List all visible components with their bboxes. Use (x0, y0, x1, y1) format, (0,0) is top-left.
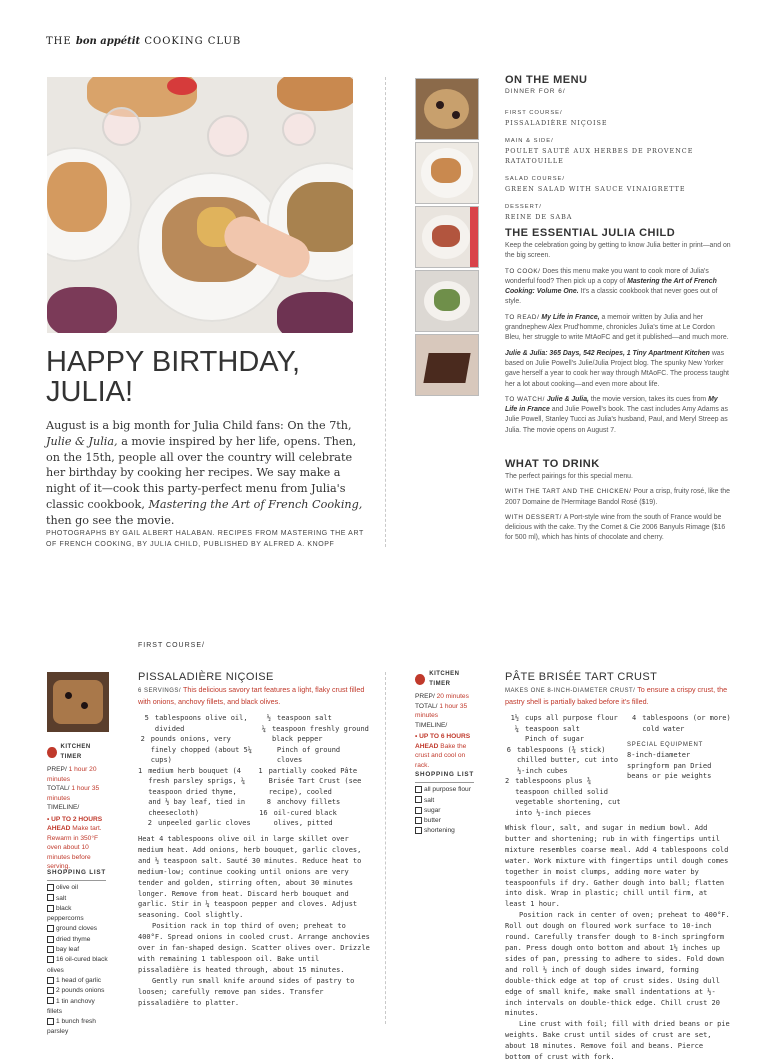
prep-label: PREP/ (415, 693, 435, 700)
shopping-item-label: ground cloves (56, 925, 98, 933)
ingredients-left (138, 713, 253, 829)
ingredient-text: tablespoons (¾ stick) chilled butter, cut into ½-inch cubes (516, 745, 619, 775)
ahead-bold: • UP TO 6 HOURS AHEAD (415, 733, 471, 750)
watch-book: My Life in France (505, 395, 718, 414)
shopping-item-label: salt (56, 894, 67, 902)
read2-text: was based on Julie Powell's Julie/Julia Project blog. The spunky New Yorker gave herself a year to cook her way through MtAoFC. The process taught her a lot about cooking—and even more about life. (505, 349, 729, 388)
intro-paragraph (46, 418, 364, 529)
ingredient-qty: ¼ (514, 724, 519, 733)
prep-value: 20 minutes (436, 693, 469, 700)
timeline-label: TIMELINE/ (415, 721, 448, 729)
ingredient-row (138, 818, 253, 829)
shopping-item[interactable] (47, 904, 109, 925)
shopping-item[interactable] (47, 955, 109, 976)
pissaladiere-method (138, 834, 370, 1009)
shopping-item-label: 16 oil-cured black olives (47, 956, 108, 974)
drink-tart-text: Pour a crisp, fruity rosé, like the 2007 Domaine de l'Hermitage Bandol Rosé ($19). (505, 488, 730, 506)
intro-book: Mastering the Art of French Cooking, (148, 497, 363, 511)
shopping-item-label: black peppercorns (47, 904, 84, 923)
menu-dinner-for: DINNER FOR 6/ (505, 88, 566, 95)
course-dish: REINE DE SABA (505, 213, 573, 221)
equipment-label: SPECIAL EQUIPMENT (627, 742, 704, 748)
thumb-salad (415, 270, 479, 332)
intro-film: Julie & Julia, (46, 434, 118, 448)
course-dish: POULET SAUTÉ AUX HERBES DE PROVENCE (505, 147, 694, 155)
total-value: 1 hour 35 minutes (415, 702, 468, 719)
prep-value: 1 hour 20 minutes (47, 766, 97, 783)
total-value: 1 hour 35 minutes (47, 785, 100, 802)
checkbox-icon[interactable] (47, 956, 54, 963)
course-label: DESSERT/ (505, 204, 542, 210)
intro-text-1: August is a big month for Julia Child fans: On the 7th, (46, 419, 352, 432)
ingredient-text: teaspoon freshly ground black pepper (271, 724, 369, 743)
ingredient-qty (505, 734, 519, 745)
thumb-chicken (415, 142, 479, 204)
shopping-item-label: bay leaf (56, 946, 80, 954)
shopping-item[interactable] (415, 796, 479, 806)
cook-book: Mastering the Art of French Cooking: Volume One. (505, 277, 717, 296)
thumb-ratatouille (415, 206, 479, 268)
menu-course-3 (505, 174, 731, 194)
shopping-item[interactable] (415, 806, 479, 816)
checkbox-icon[interactable] (415, 786, 422, 793)
checkbox-icon[interactable] (415, 817, 422, 824)
ingredient-row (257, 766, 369, 798)
shopping-item-label: 2 pounds onions (56, 987, 105, 995)
ingredient-text: teaspoon salt (277, 714, 332, 722)
first-course-label: FIRST COURSE/ (138, 642, 205, 649)
ingredients (505, 713, 731, 818)
drink-intro: The perfect pairings for this special menu. (505, 473, 633, 480)
essential-intro: Keep the celebration going by getting to know Julia better in print—and on the big screen. (505, 242, 731, 260)
column-divider (385, 77, 386, 547)
header-brand: bon appétit (75, 36, 141, 47)
pissaladiere-shopping (47, 868, 109, 1038)
ingredient-qty: 1 (258, 766, 263, 775)
watch-text-2: and Julie Powell's book. The cast includes Amy Adams as Julie Powell, Stanley Tucci as Julia's husband, Paul, and Meryl Streep as Julia. The movie opens on August 7. (505, 406, 728, 434)
ingredient-qty: 4 (632, 714, 637, 722)
equipment-text: 8-inch-diameter springform pan Dried beans or pie weights (627, 751, 712, 780)
checkbox-icon[interactable] (47, 905, 54, 912)
shopping-item-label: olive oil (56, 884, 78, 892)
method-step-3: Gently run small knife around sides of pastry to loosen; carefully remove pan sides. Transfer pissaladière to platter. (138, 976, 355, 1007)
total-label: TOTAL/ (415, 702, 438, 710)
total-label: TOTAL/ (47, 785, 70, 792)
ingredient-text: tablespoons olive oil, divided (154, 714, 248, 733)
checkbox-icon[interactable] (47, 977, 54, 984)
ingredient-text: pounds onions, very finely chopped (about 5¼ cups) (150, 735, 252, 764)
cook-text: Does this menu make you want to cook more of Julia's wonderful food? Then pick up a copy of (505, 267, 709, 285)
ingredient-text: teaspoon salt (525, 724, 580, 733)
checkbox-icon[interactable] (47, 894, 54, 901)
hero-photo (47, 77, 353, 333)
checkbox-icon[interactable] (47, 925, 54, 932)
shopping-heading: SHOPPING LIST (47, 868, 106, 881)
shopping-item[interactable] (47, 1017, 109, 1038)
ingredient-qty: ¼ (261, 724, 266, 733)
timer-label: KITCHEN TIMER (429, 671, 460, 687)
essential-read-2 (505, 349, 731, 390)
ingredient-row (138, 713, 253, 734)
essential-watch (505, 395, 731, 436)
ingredient-text: partially cooked Pâte Brisée Tart Crust (see recipe), cooled (268, 766, 362, 796)
ingredient-qty: 2 (140, 735, 145, 743)
pissaladiere-photo (47, 672, 109, 732)
header-prefix: THE (46, 36, 72, 47)
magazine-header (46, 36, 241, 47)
ingredient-qty: 2 (147, 819, 152, 827)
menu-heading: ON THE MENU (505, 74, 588, 86)
ingredient-row (138, 766, 253, 819)
read-book: My Life in France, (541, 313, 600, 321)
drink-heading: WHAT TO DRINK (505, 458, 600, 470)
essential-cook (505, 267, 731, 308)
ingredient-row (627, 713, 731, 734)
shopping-item[interactable] (415, 816, 479, 826)
pate-recipe (505, 671, 731, 818)
menu-course-4 (505, 202, 731, 222)
ingredient-qty (257, 745, 271, 766)
shopping-item[interactable] (47, 883, 109, 893)
method-step-1: Heat 4 tablespoons olive oil in large skillet over medium heat. Add onions, herb bouquet, garlic cloves, and ½ teaspoon salt. Sauté 30 minutes. Reduce heat to medium-low; continue cooking until onions are very tender and golden, stirring often, about 30 minutes longer. Remove from heat. Discard herb bouquet and garlic. Stir in ¼ teaspoon pepper and cloves. Adjust seasoning. Cool slightly. (138, 835, 362, 920)
cook-label: TO COOK/ (505, 267, 541, 275)
shopping-list (47, 883, 109, 1037)
recipe-yield: MAKES ONE 8-INCH-DIAMETER CRUST/ (505, 688, 636, 694)
ingredients-left (505, 713, 623, 818)
ingredient-text: Pinch of sugar (525, 735, 585, 743)
pate-timer (415, 670, 479, 770)
intro-text-2: a movie inspired by her life, opens. Then, on the 15th, people all over the country will celebrate her birthday by cooking her recipes. We say make a night of it—cook this party-perfect menu from Julia's classic cookbook, (46, 434, 357, 511)
on-the-menu (505, 74, 731, 222)
checkbox-icon[interactable] (47, 936, 54, 943)
pissaladiere-timer (47, 743, 107, 872)
ingredient-qty: ½ (266, 714, 271, 722)
intro-text-3: then go see the movie. (46, 513, 175, 527)
ingredient-text: anchovy fillets (277, 798, 341, 806)
column-divider-2 (385, 672, 386, 1024)
ingredient-qty: 6 (506, 745, 511, 754)
essential-read (505, 313, 731, 344)
watch-text-1: the movie version, takes its cues from (590, 395, 707, 403)
timer-icon (415, 674, 425, 685)
ingredient-qty: 1 (138, 766, 143, 775)
cook-tail: It's a classic cookbook that never goes out of style. (505, 288, 718, 306)
thumb-cake (415, 334, 479, 396)
timeline-label: TIMELINE/ (47, 804, 80, 811)
course-label: SALAD COURSE/ (505, 176, 566, 182)
shopping-item[interactable] (47, 986, 109, 996)
timer-icon (47, 747, 57, 758)
shopping-item[interactable] (47, 894, 109, 904)
shopping-item-label: 1 tin anchovy fillets (47, 997, 95, 1015)
checkbox-icon[interactable] (415, 807, 422, 814)
method-step-3: Line crust with foil; fill with dried beans or pie weights. Bake crust until sides of crust are set, about 18 minutes. Remove foil and beans. Pierce bottom of crust with fork. (505, 1020, 730, 1062)
ingredient-qty: 8 (266, 798, 271, 806)
photo-credits: PHOTOGRAPHS BY GAIL ALBERT HALABAN. RECIPES FROM MASTERING THE ART OF FRENCH COOKING, BY JULIA CHILD, PUBLISHED BY ALFRED A. KNOPF (46, 530, 364, 548)
ingredient-row (505, 734, 623, 745)
title-line-2: JULIA! (46, 376, 134, 408)
timer-label: KITCHEN TIMER (60, 744, 91, 760)
ingredients-right-col (627, 713, 731, 818)
ingredient-row (138, 734, 253, 766)
checkbox-icon[interactable] (47, 884, 54, 891)
shopping-item[interactable] (415, 785, 479, 795)
ingredient-row (257, 724, 369, 745)
recipe-servings: 6 SERVINGS/ (138, 688, 182, 694)
shopping-item-label: butter (424, 817, 441, 825)
ingredient-row (505, 745, 623, 777)
header-suffix: COOKING CLUB (144, 36, 242, 47)
checkbox-icon[interactable] (47, 946, 54, 953)
menu-course-2 (505, 136, 731, 166)
ingredient-row (257, 745, 369, 766)
method-step-2: Position rack in top third of oven; preheat to 400°F. Spread onions in cooled crust. Arrange anchovies over in fan-shaped design. Scatter olives over. Drizzle with remaining 1 tablespoon oil. Bake until pissaladière is heated through, about 15 minutes. (138, 922, 370, 974)
pate-method (505, 823, 731, 1063)
ingredient-row (257, 713, 369, 724)
checkbox-icon[interactable] (415, 796, 422, 803)
ingredient-qty: 1½ (510, 714, 519, 722)
what-to-drink (505, 458, 731, 544)
ingredient-text: Pinch of ground cloves (276, 745, 341, 764)
ingredient-row (505, 713, 623, 724)
ingredient-row (505, 776, 623, 818)
recipe-title: PISSALADIÈRE NIÇOISE (138, 671, 274, 683)
method-step-2: Position rack in center of oven; preheat to 400°F. Roll out dough on floured work surface to 10-inch round. Carefully transfer dough to 8-inch springform pan. Press dough onto bottom and about 1½ inches up sides of pan, pressing to adhere to sides. Fold down and roll ½ inch of dough sides inward, forming double-thick edge at top of crust sides. Using dull edge of small knife, make small indentations at ½-inch intervals on double-thick edge. Chill crust 20 minutes. (505, 911, 730, 1018)
drink-dessert-label: WITH DESSERT/ (505, 513, 563, 521)
thumb-pissaladiere (415, 78, 479, 140)
read2-book: Julie & Julia: 365 Days, 542 Recipes, 1 Tiny Apartment Kitchen (505, 349, 710, 357)
pate-shopping (415, 770, 479, 837)
ingredients (138, 713, 370, 829)
recipe-title: PÂTE BRISÉE TART CRUST (505, 671, 658, 683)
essential-julia (505, 227, 731, 436)
drink-tart-label: WITH THE TART AND THE CHICKEN/ (505, 488, 632, 496)
shopping-item[interactable] (47, 976, 109, 986)
read-label: TO READ/ (505, 313, 540, 321)
ingredients-right (627, 713, 731, 734)
drink-dessert (505, 513, 731, 544)
ingredient-text: unpeeled garlic cloves (158, 819, 251, 827)
menu-course-1 (505, 108, 731, 128)
ingredient-row (257, 808, 369, 829)
course-label: MAIN & SIDE/ (505, 138, 554, 144)
ahead-bold: • UP TO 2 HOURS AHEAD (47, 815, 103, 832)
shopping-item-label: dried thyme (56, 935, 91, 943)
ingredient-text: cups all purpose flour (525, 714, 618, 722)
shopping-item-label: sugar (424, 806, 441, 814)
ingredient-qty: 2 (505, 777, 510, 785)
prep-label: PREP/ (47, 766, 67, 773)
course-label: FIRST COURSE/ (505, 110, 563, 116)
ahead-text: Bake the crust and cool on rack. (415, 742, 467, 769)
shopping-item[interactable] (47, 945, 109, 955)
page-title (46, 347, 366, 407)
ingredient-row (257, 797, 369, 808)
shopping-item[interactable] (47, 924, 109, 934)
method-step-1: Whisk flour, salt, and sugar in medium bowl. Add butter and shortening; rub in with fingertips until mixture resembles coarse meal. Add 4 tablespoons cold water. Work mixture with fingertips until dough comes together in moist clumps, adding more water by teaspoonfuls if dry. Gather dough into ball; flatten into disk. Wrap in plastic; chill until firm, at least 1 hour. (505, 824, 729, 909)
ingredient-qty: 5 (144, 714, 149, 722)
ingredient-text: oil-cured black olives, pitted (273, 808, 337, 827)
shopping-item-label: shortening (424, 827, 455, 835)
shopping-item-label: 1 bunch fresh parsley (47, 1018, 96, 1036)
ahead-text: Make tart. Rewarm in 350°F oven about 10 minutes before serving. (47, 825, 102, 870)
shopping-item[interactable] (47, 997, 109, 1018)
shopping-item-label: 1 head of garlic (56, 976, 102, 984)
pissaladiere-recipe (138, 671, 370, 829)
ingredient-text: tablespoons plus ¾ teaspoon chilled solid vegetable shortening, cut into ½-inch pieces (515, 777, 621, 817)
recipe-desc: This delicious savory tart features a light, flaky crust filled with onions, anchovy fillets, and black olives. (138, 685, 365, 706)
watch-label: TO WATCH/ (505, 395, 545, 403)
checkbox-icon[interactable] (415, 827, 422, 834)
course-dish: PISSALADIÈRE NIÇOISE (505, 119, 608, 127)
ingredient-row (505, 724, 623, 735)
shopping-item[interactable] (47, 935, 109, 945)
ingredient-text: medium herb bouquet (4 fresh parsley sprigs, ¼ teaspoon dried thyme, and ½ bay leaf, tied in cheesecloth) (148, 766, 246, 817)
checkbox-icon[interactable] (47, 987, 54, 994)
checkbox-icon[interactable] (47, 997, 54, 1004)
shopping-heading: SHOPPING LIST (415, 770, 474, 783)
watch-film: Julie & Julia, (546, 395, 589, 403)
essential-heading: THE ESSENTIAL JULIA CHILD (505, 227, 676, 239)
ingredient-text: tablespoons (or more) cold water (642, 714, 731, 733)
drink-dessert-text: A Port-style wine from the south of France would be delicious with the cake. Try the Cornet & Cie 2006 Banyuls Rimage ($16 for 500 ml), which has hints of chocolate and cherry. (505, 513, 726, 542)
title-line-1: HAPPY BIRTHDAY, (46, 346, 301, 378)
ingredients-right (257, 713, 369, 829)
read-text: a memoir written by Julia and her grandnephew Alex Prud'homme, chronicles Julia's time at Le Cordon Bleu, her struggle to write MtAoFC and get it published—and much more. (505, 313, 729, 342)
shopping-item[interactable] (415, 826, 479, 836)
course-dish: GREEN SALAD WITH SAUCE VINAIGRETTE (505, 185, 686, 193)
shopping-list (415, 785, 479, 836)
shopping-item-label: all purpose flour (424, 786, 471, 794)
recipe-desc: To ensure a crispy crust, the pastry shell is partially baked before it's filled. (505, 685, 728, 706)
drink-tart (505, 487, 731, 508)
shopping-item-label: salt (424, 796, 435, 804)
course-dish-2: RATATOUILLE (505, 157, 564, 165)
ingredient-qty: 16 (259, 808, 268, 817)
